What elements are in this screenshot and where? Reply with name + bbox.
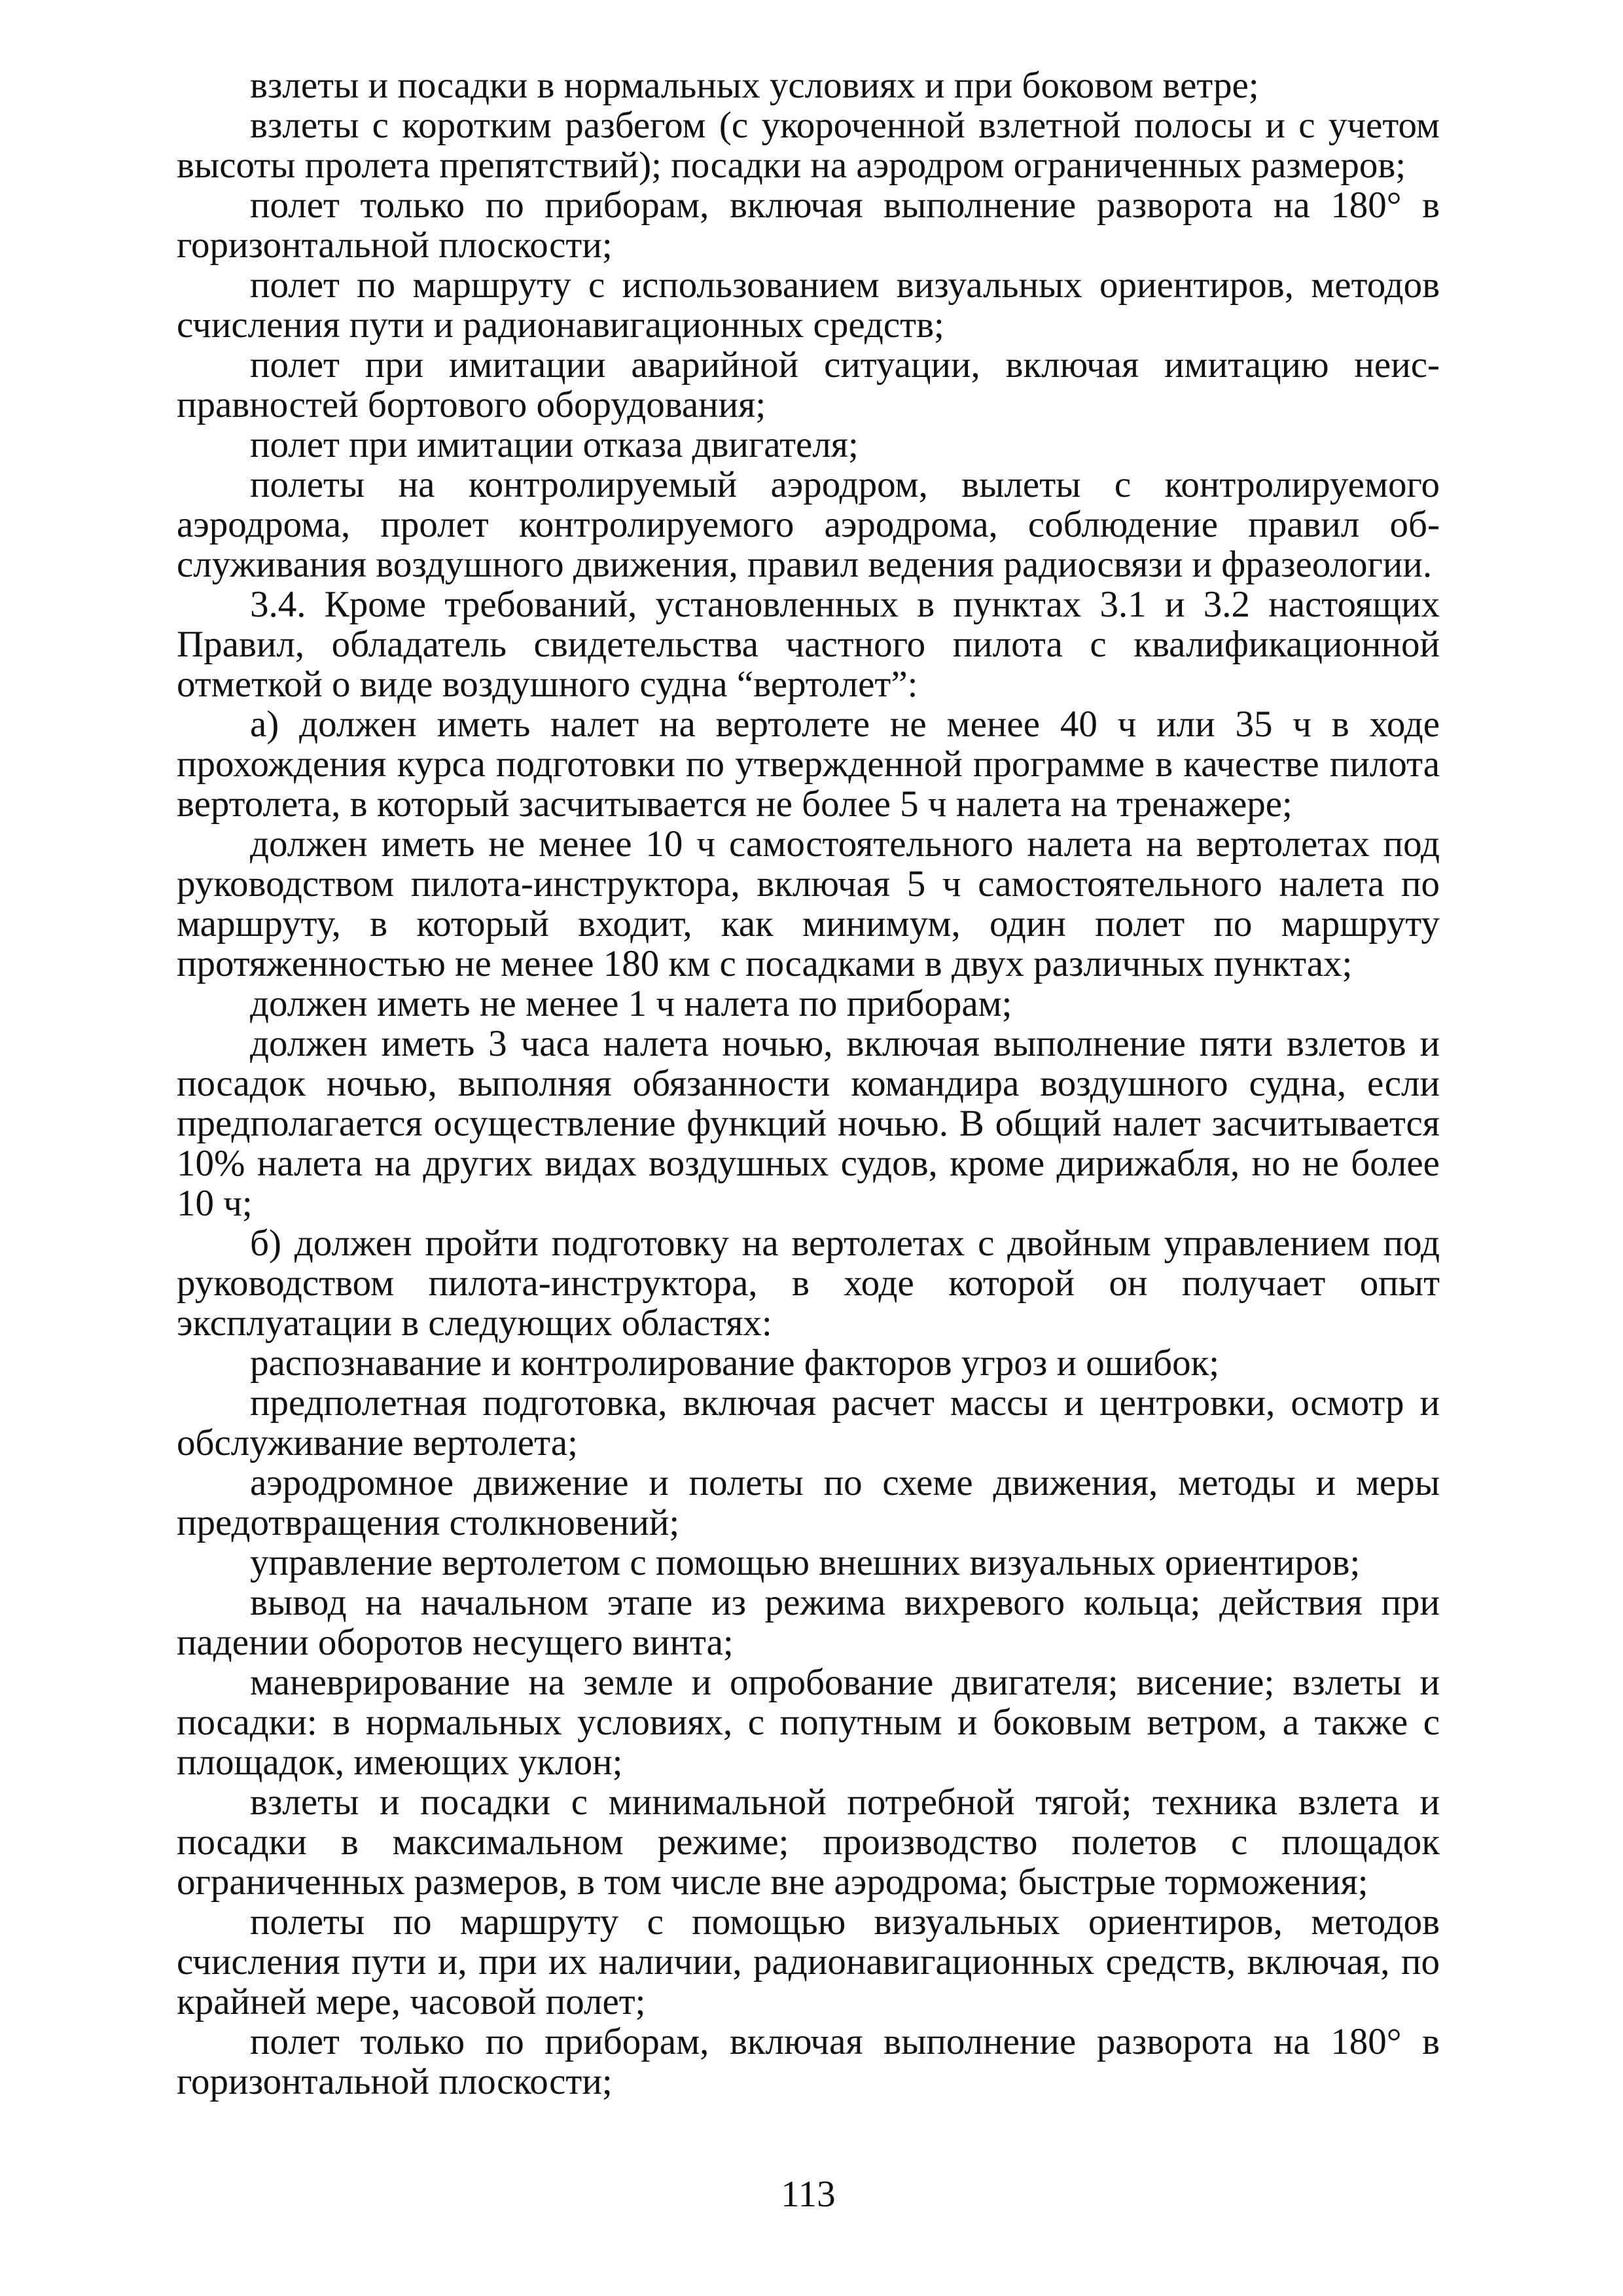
page-number: 113 [781, 2174, 836, 2215]
paragraph: распознавание и контролирование факторов угроз и ошибок; [250, 1342, 1220, 1384]
paragraph: б) должен пройти подготовку на вертолетах с двойным управлением под руководством пилота-инструктора, в ходе которой он получает опыт эксплуатации в следующих областях: [177, 1223, 1440, 1344]
paragraph: должен иметь 3 часа налета ночью, включая выполнение пяти взлетов и посадок ночью, выполняя обязанности командира воздушного судна, если предполагается осуществление функций ночью. В общий налет засчитывается 10% налета на других видах воздушных судов, кроме дирижабля, но не более 10 ч; [177, 1023, 1440, 1224]
paragraph: вывод на начальном этапе из режима вихревого кольца; действия при падении оборотов несущего винта; [177, 1582, 1440, 1663]
paragraph: маневрирование на земле и опробование двигателя; висение; взлеты и посадки: в нормальных условиях, с попутным и боковым ветром, а также с площадок, имеющих уклон; [177, 1662, 1440, 1783]
paragraph: полет при имитации отказа двигателя; [250, 424, 859, 465]
paragraph: взлеты и посадки с минимальной потребной тягой; техника взлета и посадки в максимальном режиме; производство полетов с площадок ограниченных размеров, в том числе вне аэродрома; быстрые торможения; [177, 1782, 1440, 1903]
paragraph: взлеты и посадки в нормальных условиях и при боковом ветре; [250, 65, 1259, 106]
paragraph: взлеты с коротким разбегом (с укороченной взлетной полосы и с учетом высоты пролета препятствий); посадки на аэродром ограниченных размеров; [177, 105, 1440, 186]
paragraph: полет только по приборам, включая выполнение разворота на 180° в горизонтальной плоскости; [177, 185, 1440, 266]
paragraph: полет при имитации аварийной ситуации, включая имитацию неисправностей бортового оборудования; [177, 344, 1440, 425]
paragraph: управление вертолетом с помощью внешних визуальных ориентиров; [250, 1542, 1361, 1583]
body-text [177, 65, 1440, 2102]
paragraph: предполетная подготовка, включая расчет массы и центровки, осмотр и обслуживание вертолета; [177, 1382, 1440, 1463]
paragraph: должен иметь не менее 1 ч налета по приборам; [250, 983, 1012, 1024]
paragraph: полет только по приборам, включая выполнение разворота на 180° в горизонтальной плоскости; [177, 2021, 1440, 2102]
paragraph: полеты на контролируемый аэродром, вылеты с контролируемого аэродрома, пролет контролируемого аэродрома, соблюдение правил обслуживания воздушного движения, правил ведения радиосвязи и фразеологии. [177, 464, 1440, 585]
paragraph: полет по маршруту с использованием визуальных ориентиров, методов счисления пути и радионавигационных средств; [177, 264, 1440, 346]
document-page [177, 65, 1440, 2225]
paragraph: а) должен иметь налет на вертолете не менее 40 ч или 35 ч в ходе прохождения курса подготовки по утвержденной программе в качестве пилота вертолета, в который засчитывается не более 5 ч налета на тренажере; [177, 704, 1440, 825]
paragraph: аэродромное движение и полеты по схеме движения, методы и меры предотвращения столкновений; [177, 1462, 1440, 1543]
paragraph: полеты по маршруту с помощью визуальных ориентиров, методов счисления пути и, при их наличии, радионавигационных средств, включая, по крайней мере, часовой полет; [177, 1901, 1440, 2022]
paragraph: должен иметь не менее 10 ч самостоятельного налета на вертолетах под руководством пилота-инструктора, включая 5 ч самостоятельного налета по маршруту, в который входит, как минимум, один полет по маршруту протяженностью не менее 180 км с посадками в двух различных пунктах; [177, 823, 1440, 984]
paragraph: 3.4. Кроме требований, установленных в пунктах 3.1 и 3.2 настоящих Правил, обладатель свидетельства частного пилота с квалификационной отметкой о виде воздушного судна “вертолет”: [177, 584, 1440, 705]
